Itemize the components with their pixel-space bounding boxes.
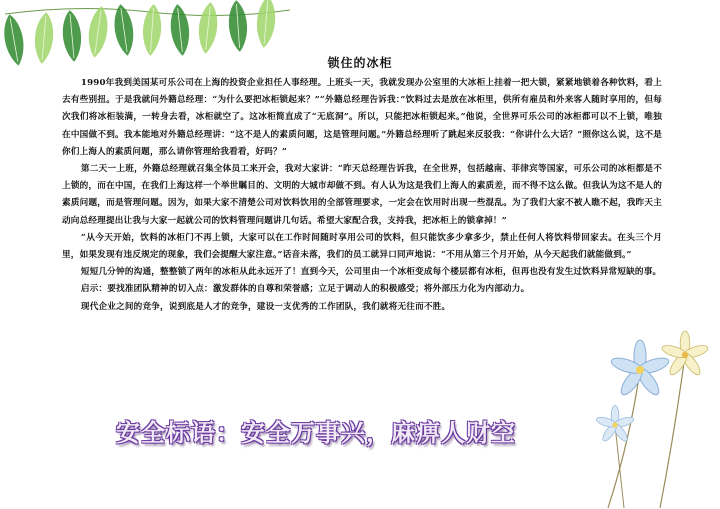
- flower-stem: [660, 355, 685, 508]
- article-title: 锁住的冰柜: [327, 56, 393, 70]
- article-body: [62, 75, 662, 316]
- flower: [610, 340, 671, 398]
- article-paragraph: 启示：要找准团队精神的切入点：激发群体的自尊和荣誉感；立足于调动人的积极感受；将外部压力化为内部动力。: [80, 284, 530, 295]
- safety-slogan: 安全标语：安全万事兴，麻痹人财空: [116, 419, 516, 447]
- flower: [595, 406, 635, 444]
- flower: [661, 331, 710, 377]
- article-paragraph: 现代企业之间的竞争，说到底是人才的竞争，建设一支优秀的工作团队，我们就将无往而不胜。: [80, 301, 451, 312]
- article-paragraph: 第二天一上班，外籍总经理就召集全体员工来开会，我对大家讲：“昨天总经理告诉我，在全世界，包括越南、菲律宾等国家，可乐公司的冰柜都是不上锁的，而在中国，在我们上海这样一个举世瞩目的、文明的大城市却做不到。有人认为这是我们上海人的素质差，而不得不这么做。但我认为这不是人的素质问题，而是管理问题。因为，如果大家不清楚公司对饮料饮用的全部管理要求，一定会在饮用时出现一些混乱。为了我们大家不被人瞧不起，我昨天主动向总经理提出让我与大家一起就公司的饮料管理问题讲几句话。希望大家配合我，支持我，把冰柜上的锁拿掉！”: [62, 164, 662, 226]
- article-paragraph: 1990年我到美国某可乐公司在上海的投资企业担任人事经理。上班头一天，我就发现办公室里的大冰柜上挂着一把大锁，紧紧地锁着各种饮料，看上去有些别扭。于是我就问外籍总经理：“为什么要把冰柜锁起来？”“外籍总经理告诉我：”饮料过去是放在冰柜里，供所有雇员和外来客人随时享用的，但每次我们将冰柜装满，一转身去看，冰柜就空了。这冰柜简直成了“无底洞”。所以，只能把冰柜锁起来。”他说，全世界可乐公司的冰柜都可以不上锁，唯独在中国做不到。我本能地对外籍总经理讲：“这不是人的素质问题，这是管理问题。”外籍总经理听了跳起来反驳我：“你讲什么大话？”照你这么说，这不是你们上海人的素质问题，那么请你管理给我看看，好吗？”: [62, 78, 662, 157]
- dandelion-flowers-decoration: [580, 330, 720, 509]
- article-paragraph: 短短几分钟的沟通，整整锁了两年的冰柜从此永远开了！直到今天，公司里由一个冰柜变成每个楼层都有冰柜，但再也没有发生过饮料异常短缺的事。: [80, 267, 662, 278]
- article-paragraph: “从今天开始，饮料的冰柜门不再上锁，大家可以在工作时间随时享用公司的饮料，但只能饮多少拿多少，禁止任何人将饮料带回家去。在头三个月里，如果发现有违反规定的现象，我们会提醒大家注意。”话音未落，我们的员工就异口同声地说：“不用从第三个月开始，从今天起我们就能做到。”: [62, 232, 662, 261]
